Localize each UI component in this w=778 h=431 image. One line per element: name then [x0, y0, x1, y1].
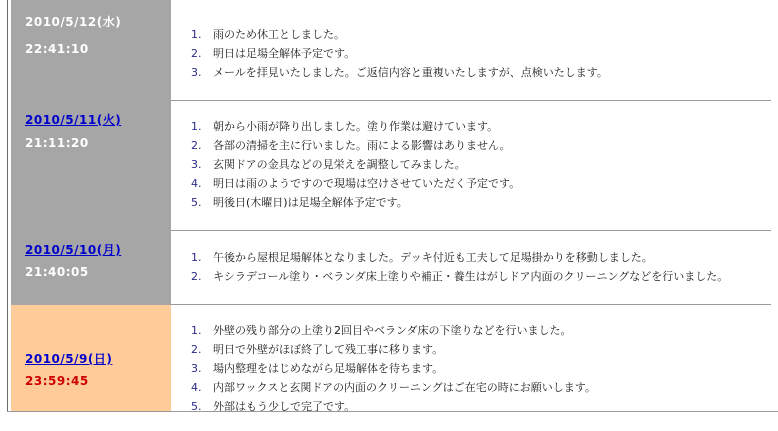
entry-date-link[interactable]: 2010/5/10(月)	[25, 243, 122, 257]
entry-content	[171, 0, 771, 101]
entry-date-link[interactable]: 2010/5/11(火)	[25, 113, 122, 127]
entry-time: 21:11:20	[25, 136, 89, 150]
entry-list	[191, 321, 767, 411]
list-item: 3. 場内整理をはじめながら足場解体を待ちます。	[191, 362, 444, 375]
date-cell	[11, 101, 171, 231]
entry-content	[171, 305, 771, 411]
list-item: 1. 雨のため休工としました。	[191, 28, 345, 41]
diary-entry	[11, 0, 771, 101]
diary-entry	[11, 231, 771, 305]
list-item: 1. 朝から小雨が降り出しました。塗り作業は避けています。	[191, 120, 499, 133]
diary-entry	[11, 305, 771, 411]
list-item: 4. 内部ワックスと玄関ドアの内面のクリーニングはご在宅の時にお願いします。	[191, 381, 596, 394]
entry-time: 22:41:10	[25, 42, 89, 56]
bottom-divider	[7, 411, 778, 412]
list-item: 3. 玄関ドアの金具などの見栄えを調整してみました。	[191, 158, 466, 171]
entry-content	[171, 101, 771, 231]
entry-date: 2010/5/12(水)	[25, 15, 122, 29]
list-item: 5. 明後日(木曜日)は足場全解体予定です。	[191, 196, 408, 209]
date-cell	[11, 305, 171, 411]
list-item: 2. 明日は足場全解体予定です。	[191, 47, 356, 60]
entry-list	[191, 117, 767, 212]
entry-time: 23:59:45	[25, 374, 89, 388]
list-item: 4. 明日は雨のようですので現場は空けさせていただく予定です。	[191, 177, 521, 190]
entry-date-link[interactable]: 2010/5/9(日)	[25, 352, 113, 366]
list-item: 1. 午後から屋根足場解体となりました。デッキ付近も工夫して足場掛かりを移動しました。	[191, 251, 653, 264]
list-item: 3. メールを拝見いたしました。ご返信内容と重複いたしますが、点検いたします。	[191, 66, 608, 79]
date-cell	[11, 231, 171, 305]
list-item: 2. キシラデコール塗り・ベランダ床上塗りや補正・養生はがしドア内面のクリーニングなどを行いました。	[191, 270, 729, 283]
entry-list	[191, 25, 767, 82]
entry-time: 21:40:05	[25, 265, 89, 279]
list-item: 1. 外壁の残り部分の上塗り2回目やベランダ床の下塗りなどを行いました。	[191, 324, 572, 337]
list-item: 2. 各部の清掃を主に行いました。雨による影響はありません。	[191, 139, 511, 152]
date-cell	[11, 0, 171, 101]
entry-list	[191, 248, 767, 286]
entry-content	[171, 231, 771, 305]
list-item: 5. 外部はもう少しで完了です。	[191, 400, 356, 411]
diary-entry	[11, 101, 771, 231]
list-item: 2. 明日で外壁がほぼ終了して残工事に移ります。	[191, 343, 444, 356]
